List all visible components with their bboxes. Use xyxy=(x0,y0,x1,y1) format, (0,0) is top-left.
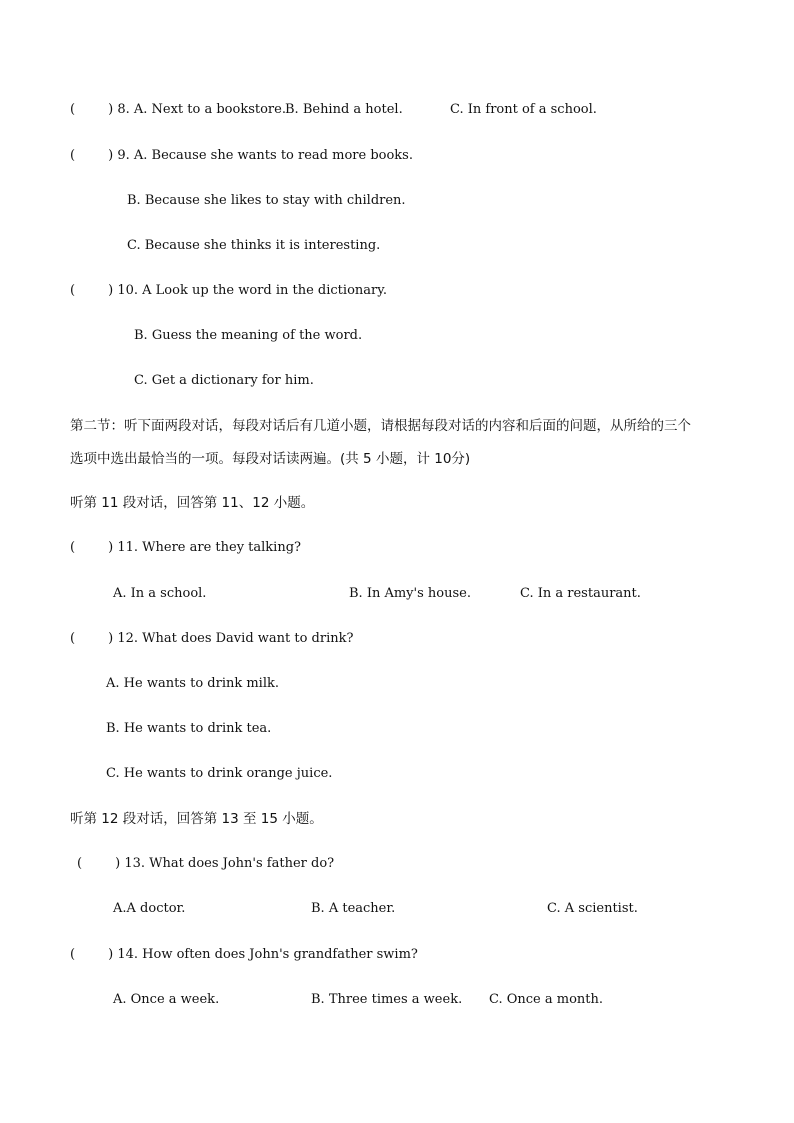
question-stem: 13. What does John's father do? xyxy=(124,856,335,871)
answer-bracket[interactable]: ( ) xyxy=(70,102,114,117)
question-11 xyxy=(70,540,301,556)
option-b: B. He wants to drink tea. xyxy=(106,721,272,736)
option-c: C. Once a month. xyxy=(489,992,604,1007)
option-c: C. In a restaurant. xyxy=(520,586,641,601)
option-b: B. Three times a week. xyxy=(311,992,463,1007)
answer-bracket[interactable]: ( ) xyxy=(70,947,114,962)
option-c: C. A scientist. xyxy=(547,901,638,916)
section-2-instruction: 第二节：听下面两段对话，每段对话后有几道小题，请根据每段对话的内容和后面的问题，从所给的三个 xyxy=(70,418,691,434)
answer-bracket[interactable]: ( ) xyxy=(70,283,114,298)
question-stem: 9. A. Because she wants to read more books. xyxy=(117,148,413,163)
question-stem: 10. A Look up the word in the dictionary. xyxy=(117,283,387,298)
answer-bracket[interactable]: ( ) xyxy=(70,631,114,646)
answer-bracket[interactable]: ( ) xyxy=(77,856,121,871)
option-b: B. A teacher. xyxy=(311,901,396,916)
option-b: B. In Amy's house. xyxy=(349,586,471,601)
option-a: A. Once a week. xyxy=(113,992,220,1007)
dialogue-12-heading: 听第 12 段对话，回答第 13 至 15 小题。 xyxy=(70,811,323,827)
section-2-instruction-cont: 选项中选出最恰当的一项。每段对话读两遍。(共 5 小题，计 10分) xyxy=(70,451,471,467)
question-stem: 12. What does David want to drink? xyxy=(117,631,354,646)
question-stem: 8. A. Next to a bookstore. xyxy=(117,102,286,117)
question-12 xyxy=(70,631,353,647)
question-14 xyxy=(70,947,418,963)
option-b: B. Guess the meaning of the word. xyxy=(134,328,363,343)
question-13 xyxy=(77,856,334,872)
option-c: C. He wants to drink orange juice. xyxy=(106,766,333,781)
option-a: A.A doctor. xyxy=(113,901,186,916)
question-9 xyxy=(70,148,413,164)
option-c: C. Get a dictionary for him. xyxy=(134,373,314,388)
option-c: C. Because she thinks it is interesting. xyxy=(127,238,381,253)
option-a: A. He wants to drink milk. xyxy=(106,676,280,691)
option-c: C. In front of a school. xyxy=(450,102,597,117)
answer-bracket[interactable]: ( ) xyxy=(70,148,114,163)
question-stem: 11. Where are they talking? xyxy=(117,540,302,555)
dialogue-11-heading: 听第 11 段对话，回答第 11、12 小题。 xyxy=(70,495,315,511)
option-b: B. Because she likes to stay with children. xyxy=(127,193,406,208)
answer-bracket[interactable]: ( ) xyxy=(70,540,114,555)
option-a: A. In a school. xyxy=(113,586,207,601)
question-8 xyxy=(70,102,286,118)
question-10 xyxy=(70,283,387,299)
question-stem: 14. How often does John's grandfather swim? xyxy=(117,947,418,962)
option-b: B. Behind a hotel. xyxy=(285,102,403,117)
